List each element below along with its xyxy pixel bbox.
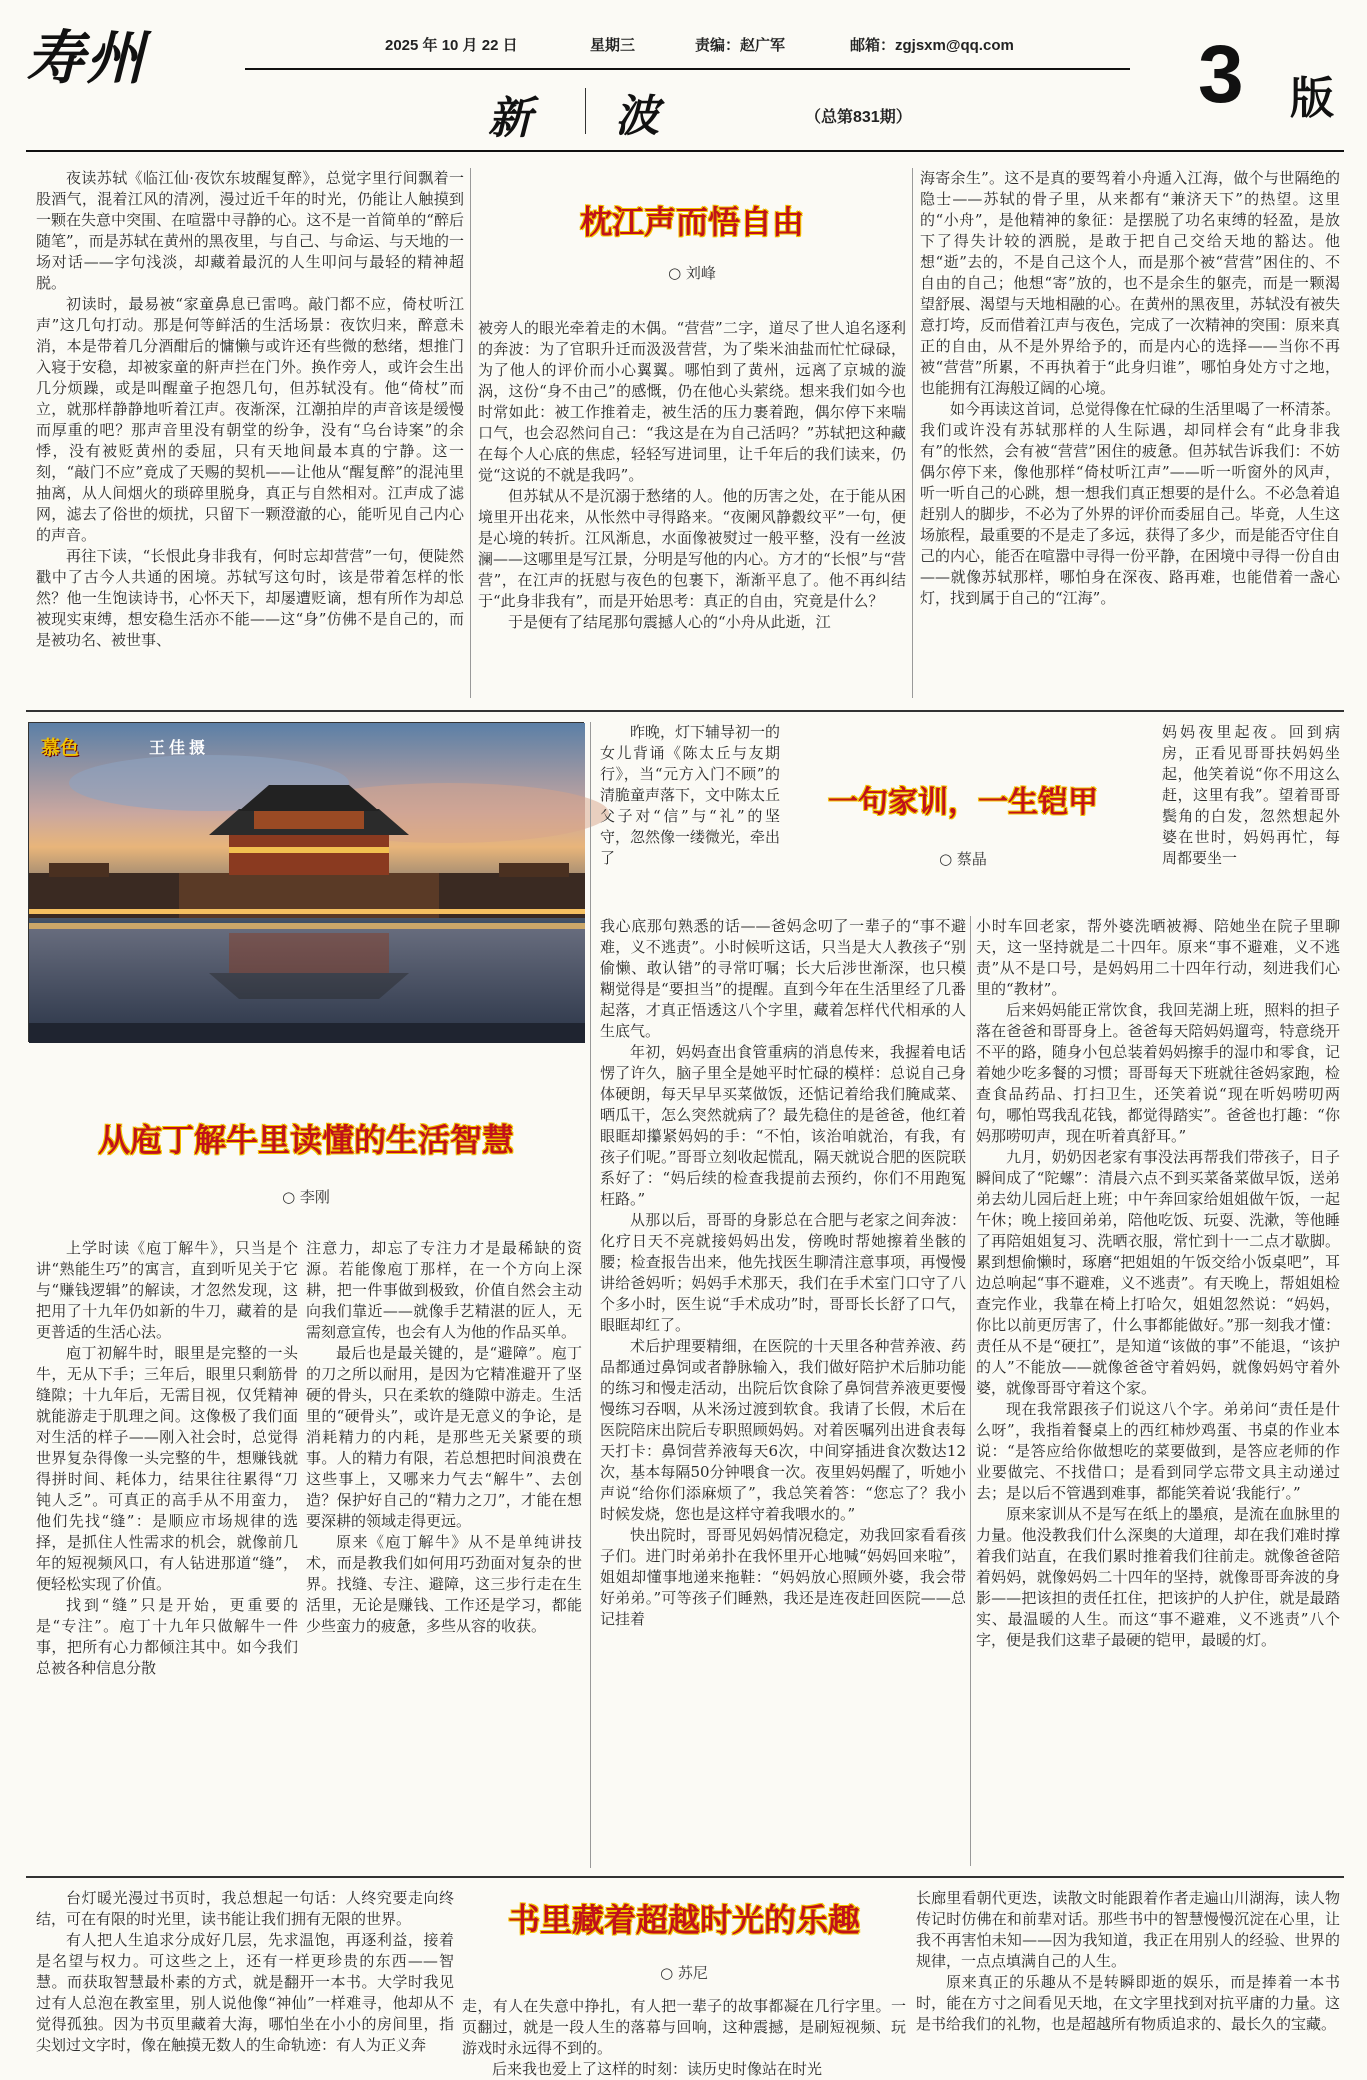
article3-paragraph: 九月，奶奶因老家有事没法再帮我们带孩子，日子瞬间成了“陀螺”：清晨六点不到买菜备菜做早饭，送弟弟去幼儿园后赶上班；中午奔回家给姐姐做午饭，一起午休；晚上接回弟弟，陪他吃饭、玩耍、洗漱，等他睡了再陪姐姐复习、洗晒衣服，常忙到十一二点才歇脚。累到想偷懒时，琢磨“把姐姐的午饭交给小饭桌吧”，耳边总响起“事不避难，义不逃责”。有天晚上，帮姐姐检查完作业，我靠在椅上打哈欠，姐姐忽然说：“妈妈，你比以前更厉害了，什么事都能做好。”那一刻我才懂：责任从不是“硬扛”，是知道“该做的事”不能退，“该护的人”不能放——就像爸爸守着妈妈，就像妈妈守着外婆，就像哥哥守着这个家。 [976,1148,1340,1397]
photo-illustration [29,723,585,1043]
section-divider [26,1876,1344,1878]
column-divider [470,168,471,698]
header-rule [245,68,1130,70]
article2-col2 [306,1238,582,1864]
section-divider [26,710,1344,712]
article1-col1 [36,168,464,700]
article2-paragraph: 最后也是最关键的，是“避障”。庖丁的刀之所以耐用，是因为它精准避开了坚硬的骨头，只在柔软的缝隙中游走。生活里的“硬骨头”，或许是无意义的争论，是消耗精力的内耗，是那些无关紧要的琐事。人的精力有限，若总想把时间浪费在这些事上，又哪来力气去“解牛”、去创造？保护好自己的“精力之刀”，才能在想要深耕的领域走得更远。 [306,1344,582,1530]
article2-paragraph: 找到“缝”只是开始，更重要的是“专注”。庖丁十九年只做解牛一件事，把所有心力都倾注其中。如今我们总被各种信息分散 [36,1596,298,1677]
article3-title: 一句家训，一生铠甲 [828,785,1098,820]
issue-number: （总第831期） [805,109,912,126]
article3-paragraph: 从那以后，哥哥的身影总在合肥与老家之间奔波：化疗日天不亮就接妈妈出发，傍晚时帮她擦着坐骸的腰；检查报告出来，他先找医生聊清注意事项，再慢慢讲给爸妈听；妈妈手术那天，我们在手术室门口守了八个多小时，医生说“手术成功”时，哥哥长长舒了口气，眼眶却红了。 [600,1211,966,1334]
article1-col3 [920,168,1340,700]
article2-paragraph: 原来《庖丁解牛》从不是单纯讲技术，而是教我们如何用巧劲面对复杂的世界。找缝、专注、避障，这三步行走在生活里，无论是赚钱、工作还是学习，都能少些蛮力的疲惫，多些从容的收获。 [306,1533,582,1635]
section-title-divider [585,88,586,134]
article3-col2-top [1162,722,1340,912]
article4-col2 [462,1996,906,2078]
article4-col1 [36,1888,454,2064]
article1-paragraph: 夜读苏轼《临江仙·夜饮东坡醒复醉》，总觉字里行间飘着一股酒气，混着江风的清冽，漫过近千年的时光，仍能让人触摸到一颗在失意中突围、在喧嚣中寻静的心。这不是一首简单的“醉后随笔”，而是苏轼在黄州的黑夜里，与自己、与命运、与天地的一场对话——字句浅淡，却藏着最沉的人生叩问与最轻的精神超脱。 [36,169,464,292]
article3-paragraph: 原来家训从不是写在纸上的墨痕，是流在血脉里的力量。他没教我们什么深奥的大道理，却在我们难时撑着我们站直，在我们累时推着我们往前走。就像爸爸陪着妈妈，就像妈妈二十四年的坚持，就像哥哥奔波的身影——把该担的责任扛住，把该护的人护住，就是最踏实、最温暖的人生。而这“事不避难，义不逃责”八个字，便是我们这辈子最硬的铠甲，最暖的灯。 [976,1505,1340,1649]
issue-date: 2025 年 10 月 22 日 [385,37,518,54]
header-info-row [385,34,1025,56]
article4-paragraph: 后来我也爱上了这样的时刻：读历史时像站在时光 [492,2060,823,2078]
article3-paragraph: 快出院时，哥哥见妈妈情况稳定，劝我回家看看孩子们。进门时弟弟扑在我怀里开心地喊“妈妈回来啦”，姐姐却懂事地递来拖鞋：“妈妈放心照顾外婆，我会带好弟弟。”可等孩子们睡熟，我还是连夜赶回医院——总记挂着 [600,1526,966,1628]
article4-paragraph: 原来真正的乐趣从不是转瞬即逝的娱乐，而是捧着一本书时，能在方寸之间看见天地，在文字里找到对抗平庸的力量。这是书给我们的礼物，也是超越所有物质追求的、最长久的宝藏。 [916,1973,1340,2033]
article4-paragraph: 长廊里看朝代更迭，读散文时能跟着作者走遍山川湖海，读人物传记时仿佛在和前辈对话。那些书中的智慧慢慢沉淀在心里，让我不再害怕未知——因为我知道，我正在用别人的经验、世界的规律，一点点填满自己的人生。 [916,1889,1340,1970]
article2-paragraph: 庖丁初解牛时，眼里是完整的一头牛，无从下手；三年后，眼里只剩筋骨缝隙；十九年后，无需目视，仅凭精神就能游走于肌理之间。这像极了我们面对生活的样子——刚入社会时，总觉得世界复杂得像一头完整的牛，想赚钱就得拼时间、耗体力，结果往往累得“刀钝人乏”。可真正的高手从不用蛮力，他们先找“缝”：是顺应市场规律的选择，是抓住人性需求的机会，就像前几年的短视频风口，有人钻进那道“缝”，便轻松实现了价值。 [36,1344,298,1593]
article4-paragraph: 有人把人生追求分成好几层，先求温饱，再逐利益，接着是名望与权力。可这些之上，还有一样更珍贵的东西——智慧。而获取智慧最朴素的方式，就是翻开一本书。大学时我见过有人总泡在教室里，别人说他像“神仙”一样难寻，他却从不觉得孤独。因为书页里藏着大海，哪怕坐在小小的房间里，指尖划过文字时，像在触摸无数人的生命轨迹：有人为正义奔 [36,1931,454,2054]
article2-paragraph: 注意力，却忘了专注力才是最稀缺的资源。若能像庖丁那样，在一个方向上深耕，把一件事做到极致，价值自然会主动向我们靠近——就像手艺精湛的匠人，无需刻意宣传，也会有人为他的作品买单。 [306,1239,582,1341]
article2-title: 从庖丁解牛里读懂的生活智慧 [97,1121,514,1159]
issue-weekday: 星期三 [590,37,636,54]
article4-title: 书里藏着超越时光的乐趣 [507,1901,860,1939]
column-divider [912,168,913,698]
article3-col1-top [600,722,780,912]
article2-author: ○ 李刚 [282,1188,330,1206]
article3-paragraph: 小时车回老家，帮外婆洗晒被褥、陪她坐在院子里聊天，这一坚持就是二十四年。原来“事不避难，义不逃责”从不是口号，是妈妈用二十四年行动，刻进我们心里的“教材”。 [976,917,1340,998]
article4-col3 [916,1888,1340,2064]
article3-author: ○ 蔡晶 [939,850,987,868]
article1-author: ○ 刘峰 [668,264,716,282]
masthead-bottom-rule [26,150,1344,152]
article3-paragraph: 昨晚，灯下辅导初一的女儿背诵《陈太丘与友期行》，当“元方入门不顾”的清脆童声落下，文中陈太丘父子对“信”与“礼”的坚守，忽然像一缕微光，牵出了 [600,723,781,867]
column-divider [590,722,591,1868]
article2-col1 [36,1238,298,1864]
article3-col2 [976,916,1340,1866]
article4-paragraph: 台灯暖光漫过书页时，我总想起一句话：人终究要走向终结，可在有限的时光里，读书能让我们拥有无限的世界。 [36,1889,454,1928]
article1-title: 枕江声而悟自由 [579,203,804,241]
article1-col2 [478,318,906,700]
article2-paragraph: 上学时读《庖丁解牛》，只当是个讲“熟能生巧”的寓言，直到听见关于它与“赚钱逻辑”的解读，才忽然发现，这把用了十九年仍如新的牛刀，藏着的是更普适的生活心法。 [36,1239,298,1341]
article1-paragraph: 再往下读，“长恨此身非我有，何时忘却营营”一句，便陡然戳中了古今人共通的困境。苏轼写这句时，该是带着怎样的怅然？他一生饱读诗书，心怀天下，却屡遭贬谪，想有所作为却总被现实束缚，想安稳生活亦不能——这“身”仿佛不是自己的，而是被功名、被世事、 [36,547,464,649]
article1-paragraph: 初读时，最易被“家童鼻息已雷鸣。敲门都不应，倚杖听江声”这几句打动。那是何等鲜活的生活场景：夜饮归来，醉意未消，本是带着几分酒酣后的慵懒与或许还有些微的愁绪，想推门入寝于安稳，却被家童的鼾声拦在门外。换作旁人，或许会生出几分烦躁，或是叫醒童子抱怨几句，但苏轼没有。他“倚杖”而立，就那样静静地听着江声。夜渐深，江潮拍岸的声音该是缓慢而厚重的吧？那声音里没有朝堂的纷争，没有“乌台诗案”的余悸，没有被贬黄州的委屈，只有天地间最本真的宁静。这一刻，“敲门不应”竟成了天赐的契机——让他从“醒复醉”的混沌里抽离，从人间烟火的琐碎里脱身，真正与自然相对。江声成了滤网，滤去了俗世的烦扰，只留下一颗澄澈的心，能听见自己内心的声音。 [36,295,464,544]
page-label: 版 [1290,73,1334,124]
article4-paragraph: 走，有人在失意中挣扎，有人把一辈子的故事都凝在几行字里。一页翻过，就是一段人生的落幕与回响，这种震撼，是刷短视频、玩游戏时永远得不到的。 [462,1997,906,2057]
column-divider [970,916,971,1866]
article3-paragraph: 妈妈夜里起夜。回到病房，正看见哥哥扶妈妈坐起，他笑着说“你不用这么赶，这里有我”。望着哥哥鬓角的白发，忽然想起外婆在世时，妈妈再忙，每周都要坐一 [1162,723,1340,867]
section-title-left: 新 [488,93,532,144]
editor-email: 邮箱：zgjsxm@qq.com [850,37,1014,54]
city-gate-photo [28,722,584,1042]
article1-paragraph: 被旁人的眼光牵着走的木偶。“营营”二字，道尽了世人追名逐利的奔波：为了官职升迁而汲汲营营，为了柴米油盐而忙忙碌碌，为了他人的评价而小心翼翼。哪怕到了黄州，远离了京城的漩涡，这份“身不由己”的感慨，仍在他心头萦绕。想来我们如今也时常如此：被工作推着走，被生活的压力裹着跑，偶尔停下来喘口气，也会忍然问自己：“我这是在为自己活吗？”苏轼把这种藏在每个人心底的焦虑，轻轻写进词里，让千年后的我们读来，仍觉“这说的不就是我吗”。 [478,319,906,484]
paper-logo: 寿州 [26,24,147,92]
editor-name: 责编：赵广军 [695,37,786,54]
section-title-right: 波 [615,91,659,142]
article1-paragraph: 于是便有了结尾那句震撼人心的“小舟从此逝，江 [508,613,831,631]
page-number: 3 [1198,29,1244,120]
article3-col1 [600,916,966,1866]
article1-paragraph: 如今再读这首词，总觉得像在忙碌的生活里喝了一杯清茶。我们或许没有苏轼那样的人生际遇，却同样会有“此身非我有”的怅然，会有被“营营”困住的疲惫。但苏轼告诉我们：不妨偶尔停下来，像他那样“倚杖听江声”——听一听窗外的风声，听一听自己的心跳，想一想我们真正想要的是什么。不必急着追赶别人的脚步，不必为了外界的评价而委屈自己。毕竟，人生这场旅程，最重要的不是走了多远，获得了多少，而是能否守住自己的内心，能否在喧嚣中寻得一份平静，在困境中寻得一份自由——就像苏轼那样，哪怕身在深夜、路再难，也能借着一盏心灯，找到属于自己的“江海”。 [920,400,1341,607]
article1-paragraph: 但苏轼从不是沉溺于愁绪的人。他的历害之处，在于能从困境里开出花来，从怅然中寻得路来。“夜阑风静縠纹平”一句，便是心境的转折。江风渐息，水面像被熨过一般平整，没有一丝波澜——这哪里是写江景，分明是写他的内心。方才的“长恨”与“营营”，在江声的抚慰与夜色的包裹下，渐渐平息了。他不再纠结于“此身非我有”，而是开始思考：真正的自由，究竟是什么？ [478,487,907,610]
article3-paragraph: 现在我常跟孩子们说这八个字。弟弟问“责任是什么呀”，我指着餐桌上的西红柿炒鸡蛋、书桌的作业本说：“是答应给你做想吃的菜要做到，是答应老师的作业要做完、不找借口；是看到同学忘带文具主动递过去；是以后不管遇到难事，都能笑着说‘我能行’。” [976,1400,1340,1502]
photo-credit: 王佳摄 [149,738,210,757]
article1-paragraph: 海寄余生”。这不是真的要驾着小舟遁入江海，做个与世隔绝的隐士——苏轼的骨子里，从来都有“兼济天下”的热望。这里的“小舟”，是他精神的象征：是摆脱了功名束缚的轻盈，是放下了得失计较的洒脱，是敢于把自己交给天地的豁达。他想“逝”去的，不是自己这个人，而是那个被“营营”困住的、不自由的自己；他想“寄”放的，也不是余生的躯壳，而是一颗渴望舒展、渴望与天地相融的心。在黄州的黑夜里，苏轼没有被失意打垮，反而借着江声与夜色，完成了一次精神的突围：原来真正的自由，从不是外界给予的，而是内心的选择——当你不再被“营营”所累，不再执着于“此身归谁”，哪怕身处方寸之地，也能拥有江海般辽阔的心境。 [920,169,1341,397]
article3-paragraph: 后来妈妈能正常饮食，我回芜湖上班，照料的担子落在爸爸和哥哥身上。爸爸每天陪妈妈遛弯，特意绕开不平的路，随身小包总装着妈妈擦手的湿巾和零食，记着她少吃多餐的习惯；哥哥每天下班就往爸妈家跑，检查食品药品、打扫卫生，还笑着说“现在听妈唠叨两句，哪怕骂我乱花钱，都觉得踏实”。爸爸也打趣：“你妈那唠叨声，现在听着真舒耳。” [976,1001,1340,1145]
article3-paragraph: 我心底那句熟悉的话——爸妈念叨了一辈子的“事不避难，义不逃责”。小时候听这话，只当是大人教孩子“别偷懒、敢认错”的寻常叮嘱；长大后涉世渐深，也只模糊觉得是“要担当”的提醒。直到今年在生活里经了几番起落，才真正悟透这八个字里，藏着怎样代代相承的人生底气。 [600,917,966,1040]
article4-author: ○ 苏尼 [660,1964,708,1982]
photo-label: 慕色 [41,737,80,759]
article3-paragraph: 术后护理要精细，在医院的十天里各种营养液、药品都通过鼻饲或者静脉输入，我们做好陪护术后肺功能的练习和慢走活动，出院后饮食除了鼻饲营养液更要慢慢练习吞咽，从米汤过渡到软食。我请了长假，术后在医院陪床出院后专职照顾妈妈。对着医嘱列出进食表每天打卡：鼻饲营养液每天6次，中间穿插进食次数达12次，基本每隔50分钟喂食一次。夜里妈妈醒了，听她小声说“给你们添麻烦了”，我总笑着答：“您忘了？我小时候发烧，您也是这样守着我喂水的。” [600,1337,966,1523]
article3-paragraph: 年初，妈妈查出食管重病的消息传来，我握着电话愣了许久，脑子里全是她平时忙碌的模样：总说自己身体硬朗，每天早早买菜做饭，还惦记着给我们腌咸菜、晒瓜干，怎么突然就病了？最先稳住的是爸爸，他红着眼眶却攥紧妈妈的手：“不怕，该治咱就治，有我，有孩子们呢。”哥哥立刻收起慌乱，隔天就说合肥的医院联系好了：“妈后续的检查我提前去预约，你们不用跑冤枉路。” [600,1043,966,1208]
